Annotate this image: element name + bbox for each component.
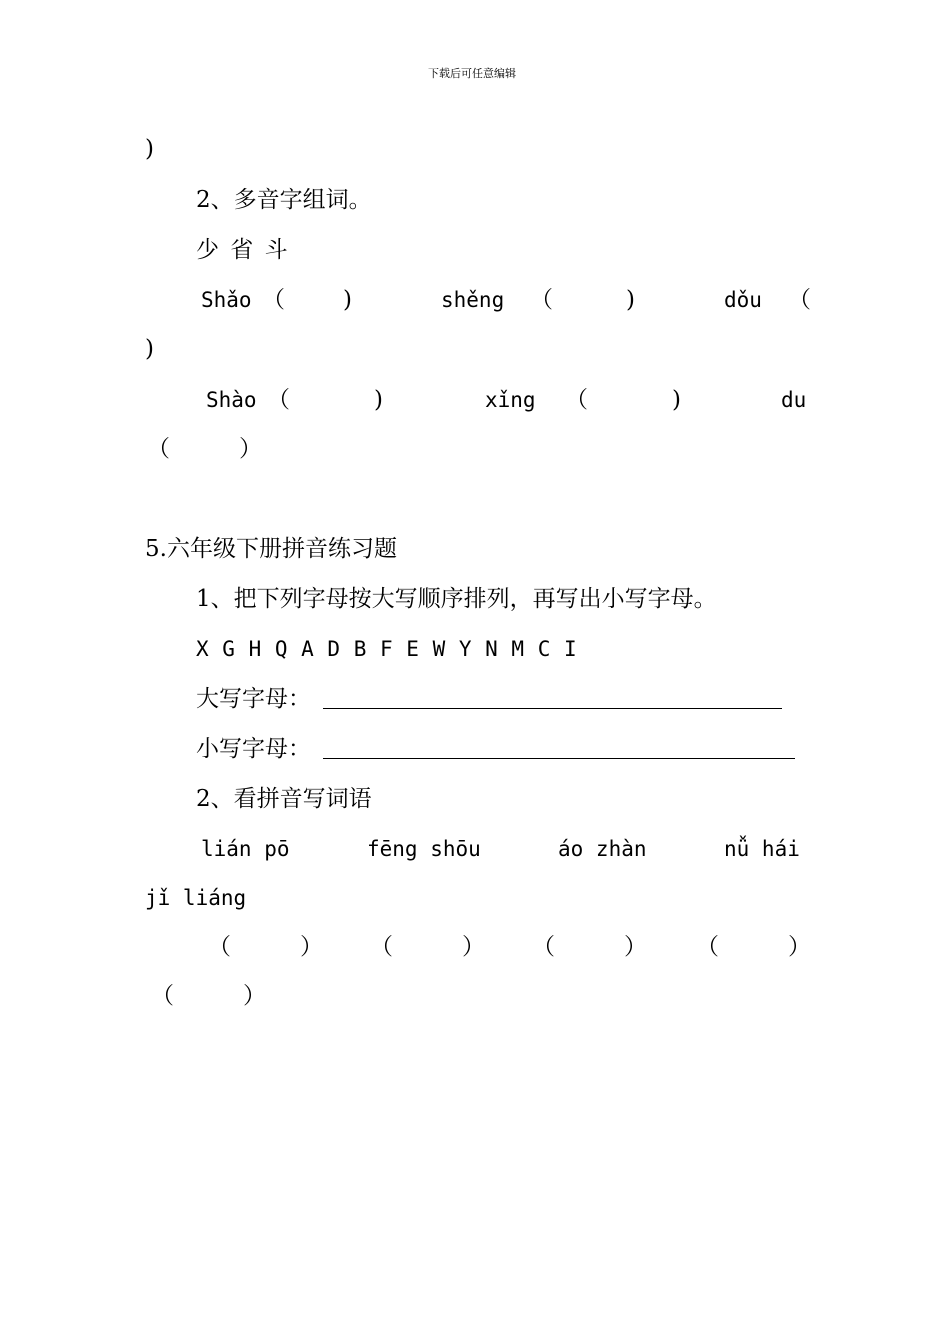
answer-blank: （ ） xyxy=(696,934,811,960)
paren-close: ) xyxy=(672,387,681,413)
polyphone-chars: 少 省 斗 xyxy=(196,237,290,263)
uppercase-label: 大写字母： xyxy=(196,686,311,712)
pinyin-word: áo zhàn xyxy=(558,837,647,861)
uppercase-answer-line[interactable] xyxy=(323,708,782,709)
paren-open: （ xyxy=(565,387,588,413)
question-title: 2、看拼音写词语 xyxy=(196,786,372,812)
pinyin-word: nǚ hái xyxy=(724,837,800,861)
paren-close: ) xyxy=(343,287,352,313)
pinyin-word: lián pō xyxy=(201,837,290,861)
pinyin-label: shěng xyxy=(441,288,505,312)
answer-blank: （ ） xyxy=(208,934,323,960)
paren-open: （ xyxy=(788,287,811,313)
answer-blank: （ ） xyxy=(532,934,647,960)
answer-blank: （ ） xyxy=(147,436,262,462)
paren-close: ) xyxy=(374,387,383,413)
pinyin-label: Shǎo xyxy=(201,288,252,312)
header-note: 下载后可任意编辑 xyxy=(428,67,516,80)
pinyin-word: fēng shōu xyxy=(367,837,481,861)
paren-open: （ xyxy=(267,387,290,413)
paren-close: ) xyxy=(145,336,154,362)
pinyin-label: dǒu xyxy=(724,288,762,312)
pinyin-label: Shào xyxy=(206,388,257,412)
answer-blank: （ ） xyxy=(370,934,485,960)
lowercase-label: 小写字母： xyxy=(196,736,311,762)
answer-blank: （ ） xyxy=(151,983,266,1009)
paren-open: （ xyxy=(530,287,553,313)
question-title: 1、把下列字母按大写顺序排列，再写出小写字母。 xyxy=(196,586,717,612)
pinyin-label: du xyxy=(781,388,807,412)
letter-sequence: X G H Q A D B F E W Y N M C I xyxy=(196,637,578,661)
pinyin-word: jǐ liáng xyxy=(145,886,247,910)
question-title: 2、多音字组词。 xyxy=(196,187,372,213)
pinyin-label: xǐng xyxy=(485,388,536,412)
lowercase-answer-line[interactable] xyxy=(323,758,795,759)
section-title: 5.六年级下册拼音练习题 xyxy=(145,536,397,562)
continued-paren: ) xyxy=(145,136,154,162)
paren-open: （ xyxy=(262,287,285,313)
paren-close: ) xyxy=(626,287,635,313)
